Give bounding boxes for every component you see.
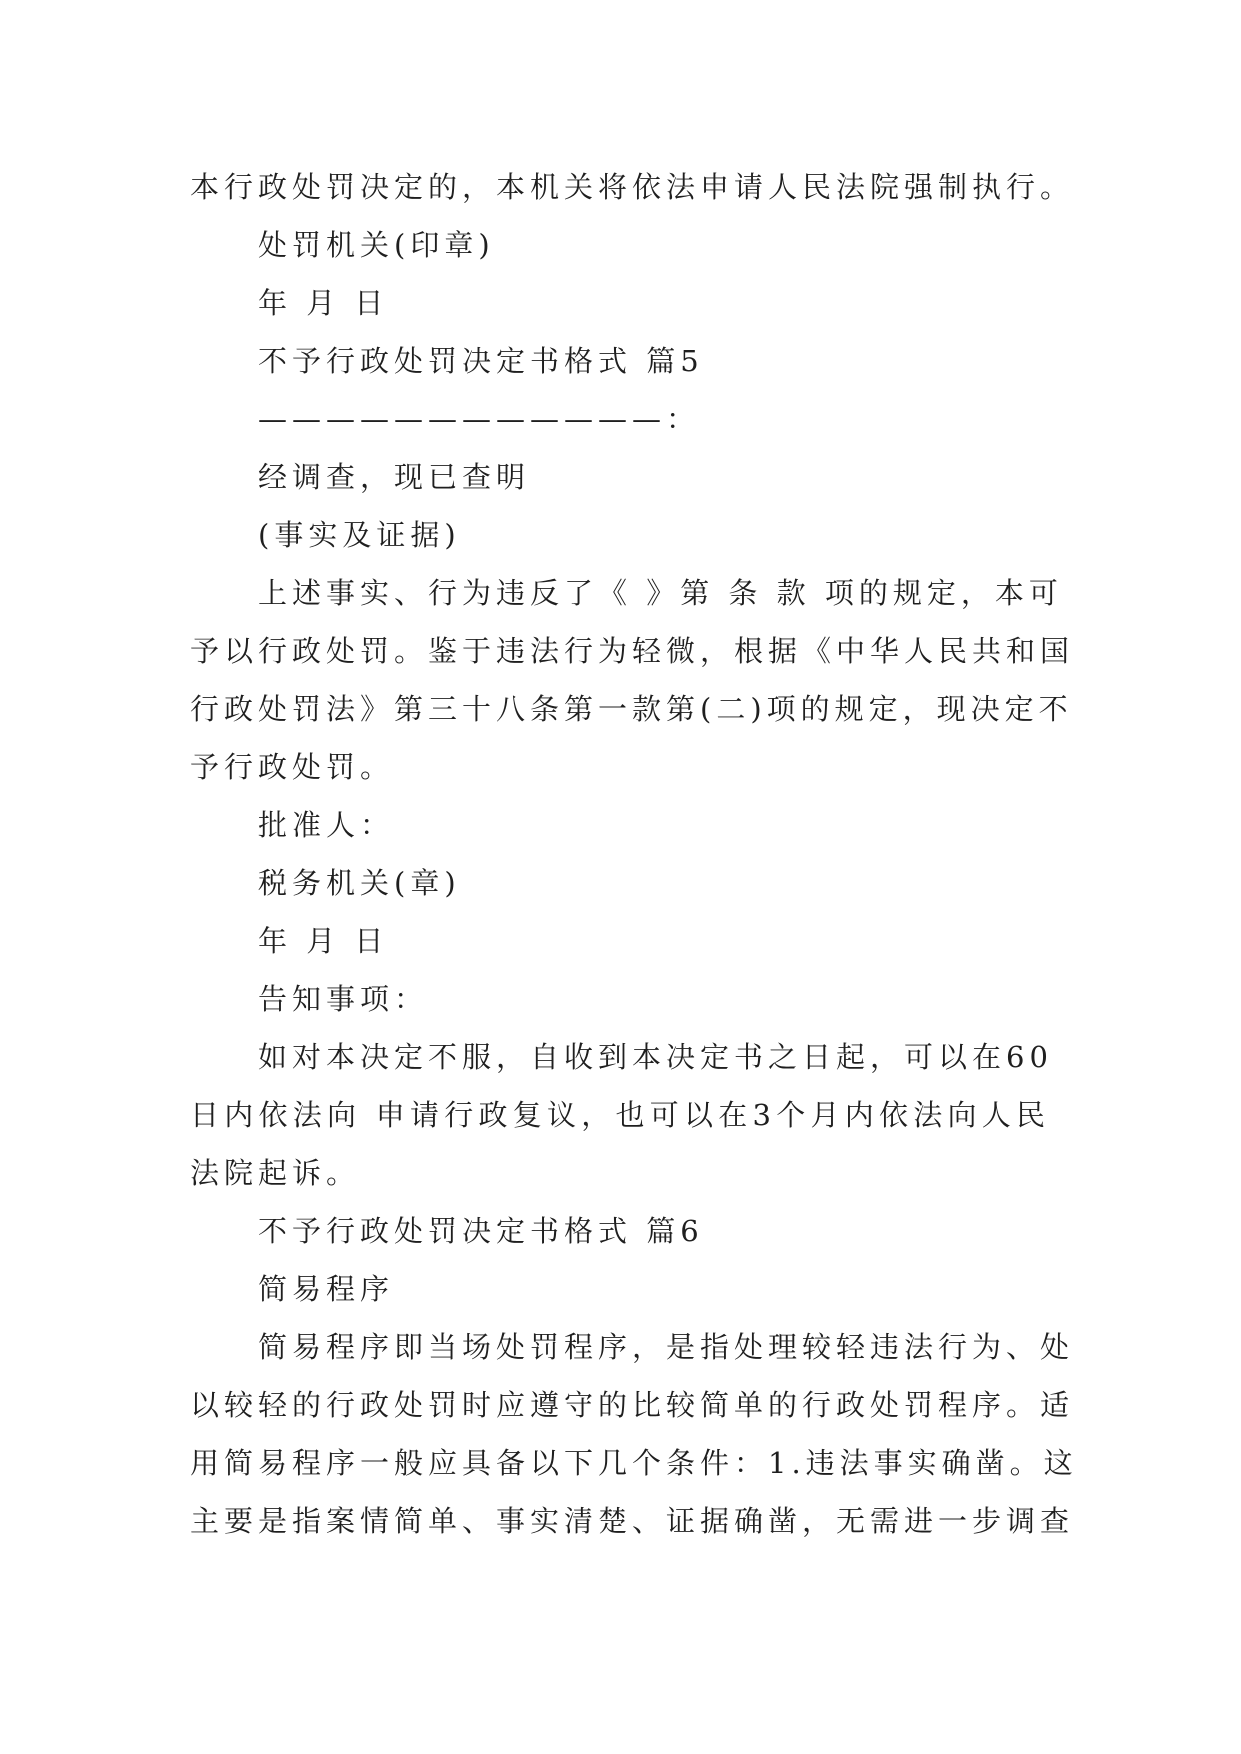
paragraph-line: 日内依法向 申请行政复议，也可以在3个月内依法向人民 xyxy=(190,1098,1050,1132)
paragraph-line: 用简易程序一般应具备以下几个条件：1.违法事实确凿。这 xyxy=(190,1446,1078,1480)
paragraph-line: 本行政处罚决定的，本机关将依法申请人民法院强制执行。 xyxy=(190,170,1075,204)
paragraph-line: 法院起诉。 xyxy=(190,1156,361,1190)
paragraph-line: 主要是指案情简单、事实清楚、证据确凿，无需进一步调查 xyxy=(190,1504,1075,1538)
paragraph-line: 行政处罚法》第三十八条第一款第(二)项的规定，现决定不 xyxy=(190,692,1073,726)
paragraph-line: 上述事实、行为违反了《 》第 条 款 项的规定，本可 xyxy=(258,576,1063,610)
date-line: 年 月 日 xyxy=(258,286,389,320)
approver-line: 批准人： xyxy=(258,808,395,842)
notice-heading: 告知事项： xyxy=(258,982,429,1016)
paragraph-line: 经调查，现已查明 xyxy=(258,460,531,494)
paragraph-line: 以较轻的行政处罚时应遵守的比较简单的行政处罚程序。适 xyxy=(190,1388,1075,1422)
paragraph-line: (事实及证据) xyxy=(258,518,461,552)
paragraph-line: 予行政处罚。 xyxy=(190,750,395,784)
section-heading-6: 不予行政处罚决定书格式 篇6 xyxy=(258,1214,704,1248)
paragraph-line: 简易程序即当场处罚程序，是指处理较轻违法行为、处 xyxy=(258,1330,1075,1364)
addressee-line: ————————————： xyxy=(258,402,701,436)
subsection-heading: 简易程序 xyxy=(258,1272,395,1306)
section-heading-5: 不予行政处罚决定书格式 篇5 xyxy=(258,344,704,378)
date-line: 年 月 日 xyxy=(258,924,389,958)
document-body xyxy=(190,158,1078,1550)
paragraph-line: 予以行政处罚。鉴于违法行为轻微，根据《中华人民共和国 xyxy=(190,634,1075,668)
seal-line: 税务机关(章) xyxy=(258,866,461,900)
seal-line: 处罚机关(印章) xyxy=(258,228,495,262)
paragraph-line: 如对本决定不服，自收到本决定书之日起，可以在60 xyxy=(258,1040,1053,1074)
